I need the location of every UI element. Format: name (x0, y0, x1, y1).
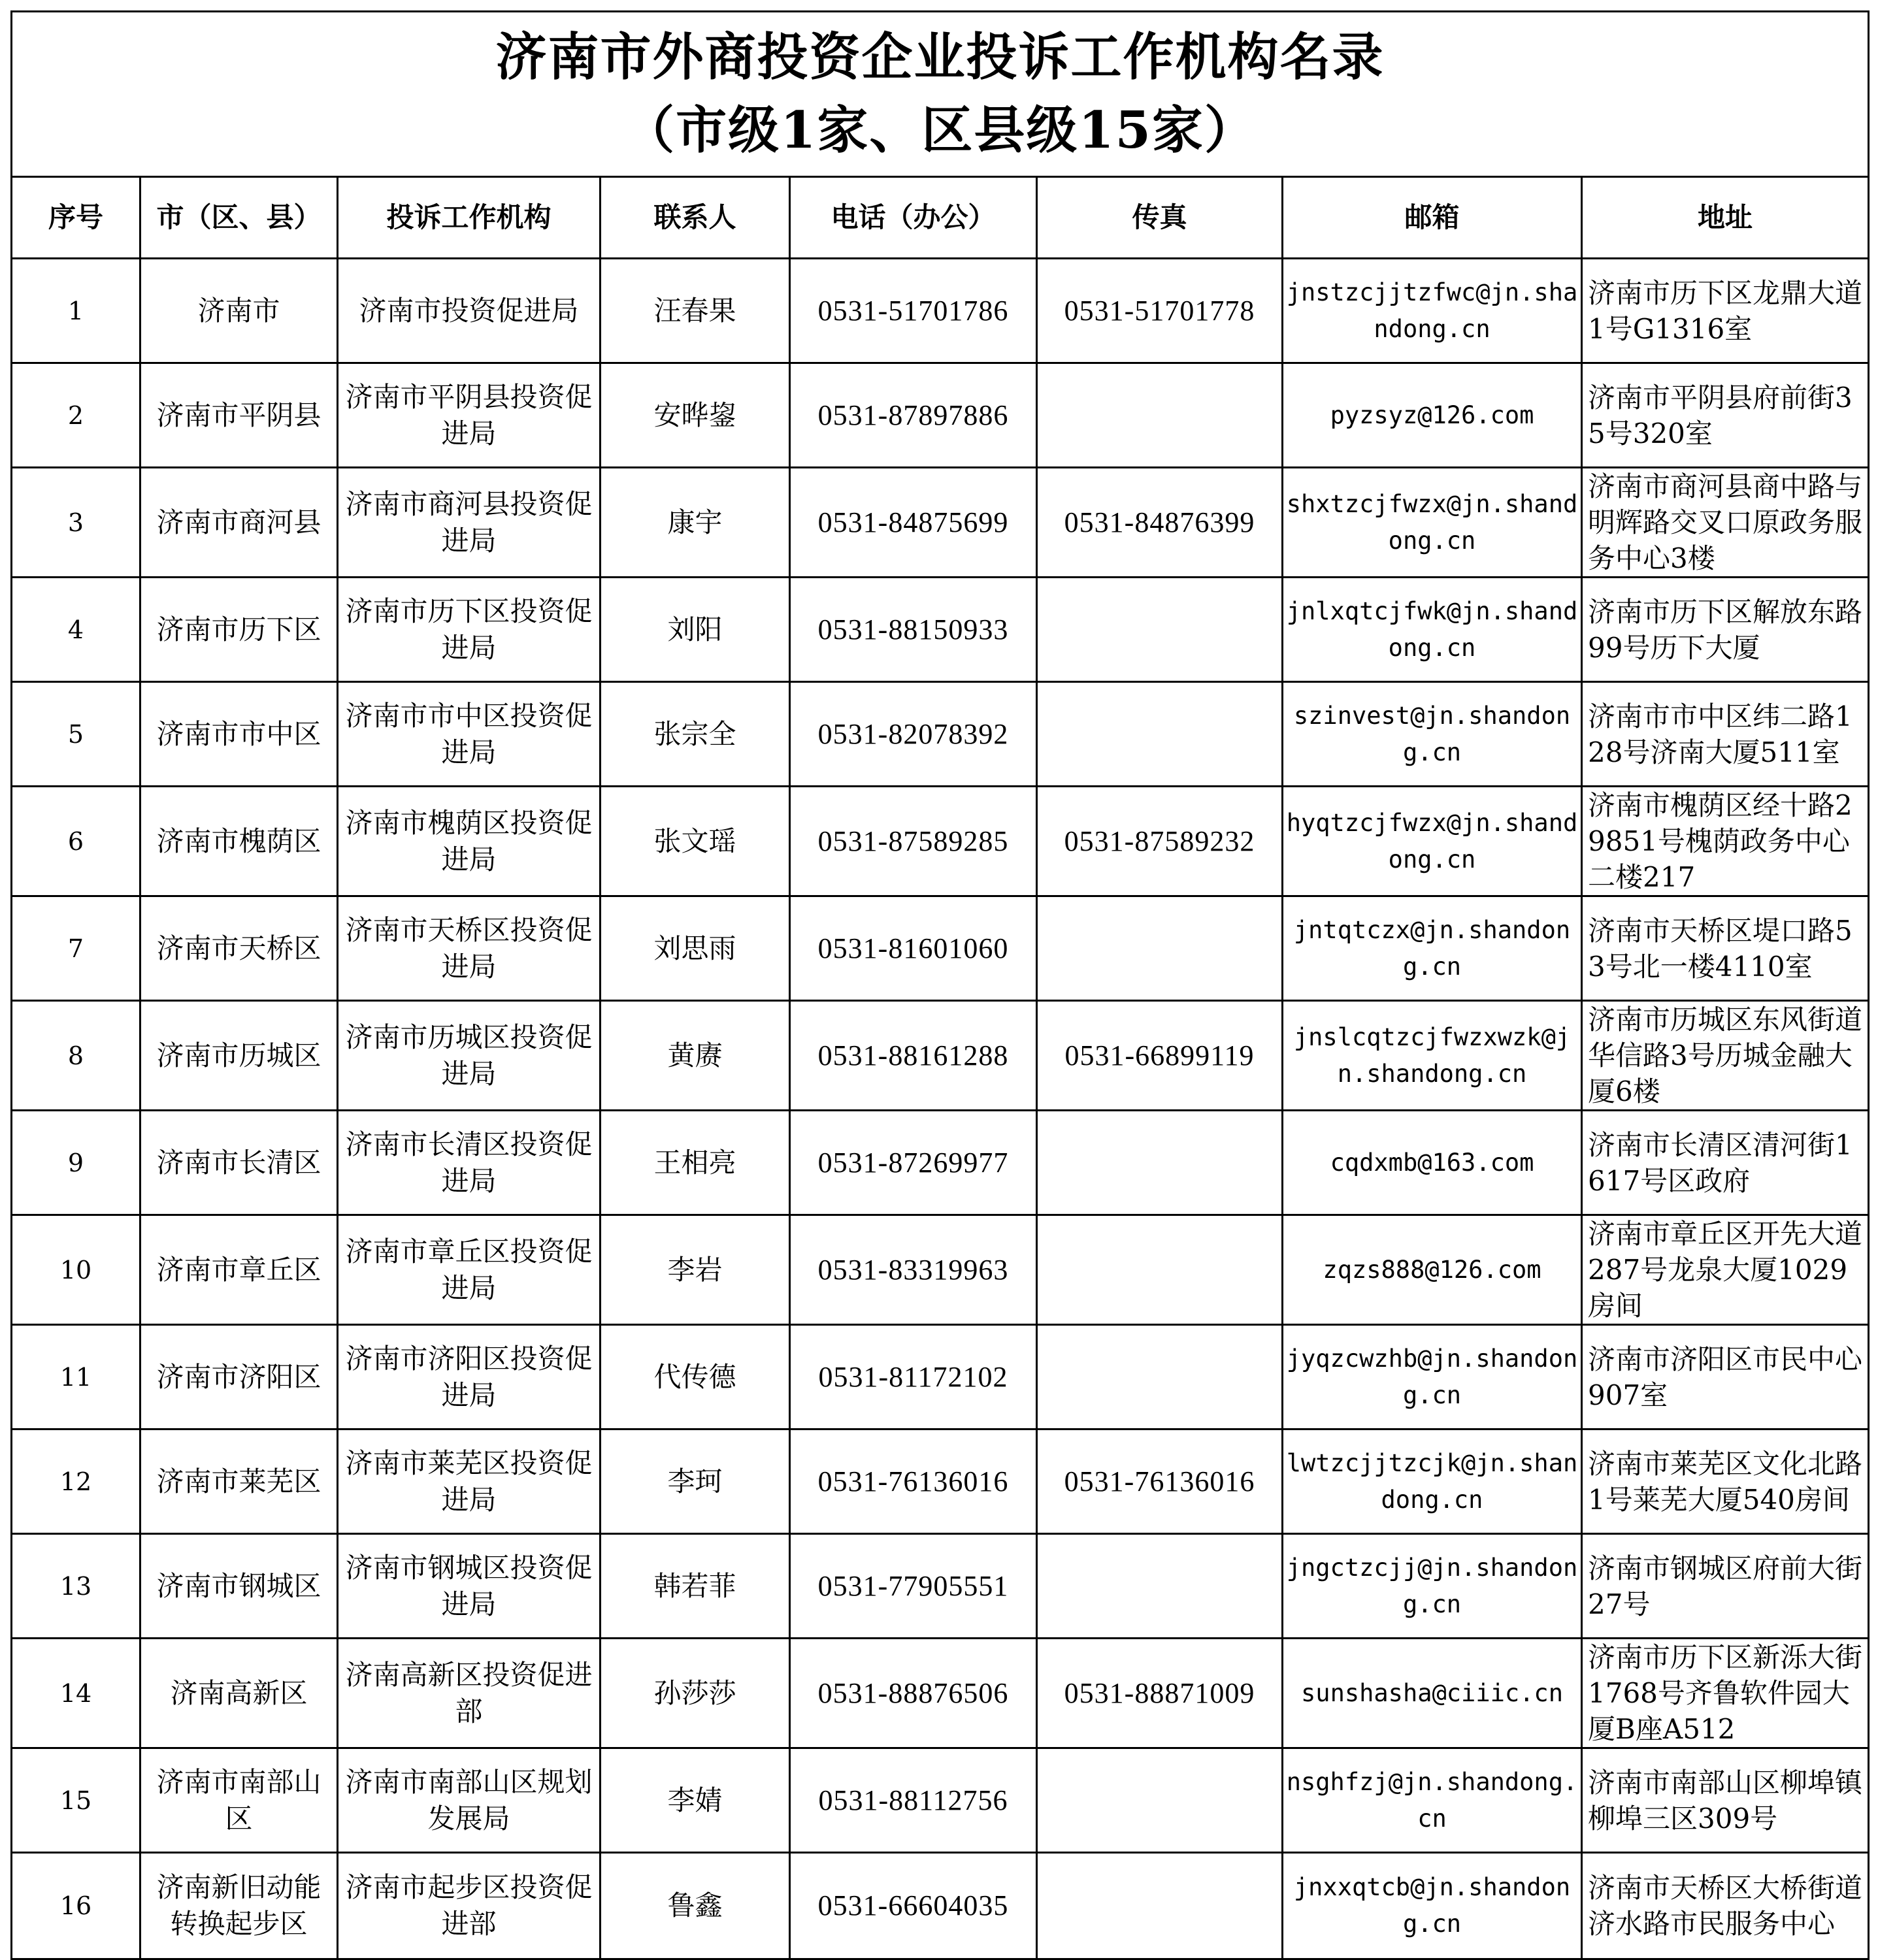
cell-agency: 济南市起步区投资促进部 (338, 1853, 601, 1959)
cell-agency: 济南市历下区投资促进局 (338, 578, 601, 682)
cell-fax (1037, 1534, 1283, 1639)
cell-email: zqzs888@126.com (1283, 1215, 1582, 1325)
header-index: 序号 (12, 177, 140, 259)
cell-phone: 0531-51701786 (790, 259, 1037, 363)
title-line-2: （市级1家、区县级15家） (623, 101, 1257, 160)
cell-fax: 0531-84876399 (1037, 468, 1283, 578)
cell-address: 济南市章丘区开先大道287号龙泉大厦1029房间 (1582, 1215, 1869, 1325)
cell-email: jntqtczx@jn.shandong.cn (1283, 896, 1582, 1001)
cell-agency: 济南市天桥区投资促进局 (338, 896, 601, 1001)
cell-phone: 0531-77905551 (790, 1534, 1037, 1639)
cell-fax (1037, 578, 1283, 682)
cell-address: 济南市天桥区堤口路53号北一楼4110室 (1582, 896, 1869, 1001)
header-city: 市（区、县） (140, 177, 338, 259)
cell-city: 济南市商河县 (140, 468, 338, 578)
cell-index: 3 (12, 468, 140, 578)
cell-index: 10 (12, 1215, 140, 1325)
cell-email: jnlxqtcjfwk@jn.shandong.cn (1283, 578, 1582, 682)
cell-contact: 张宗全 (601, 682, 790, 787)
table-row (12, 363, 1869, 468)
cell-address: 济南市市中区纬二路128号济南大厦511室 (1582, 682, 1869, 787)
cell-email: shxtzcjfwzx@jn.shandong.cn (1283, 468, 1582, 578)
table-row (12, 1748, 1869, 1853)
header-fax: 传真 (1037, 177, 1283, 259)
cell-phone: 0531-82078392 (790, 682, 1037, 787)
cell-address: 济南市钢城区府前大街27号 (1582, 1534, 1869, 1639)
table-row (12, 1534, 1869, 1639)
cell-index: 7 (12, 896, 140, 1001)
cell-phone: 0531-84875699 (790, 468, 1037, 578)
cell-email: lwtzcjjtzcjk@jn.shandong.cn (1283, 1429, 1582, 1534)
cell-index: 14 (12, 1639, 140, 1748)
cell-phone: 0531-81172102 (790, 1325, 1037, 1429)
table-title (12, 12, 1869, 177)
cell-address: 济南市商河县商中路与明辉路交叉口原政务服务中心3楼 (1582, 468, 1869, 578)
cell-address: 济南市平阴县府前街35号320室 (1582, 363, 1869, 468)
cell-email: jnxxqtcb@jn.shandong.cn (1283, 1853, 1582, 1959)
table-row (12, 1001, 1869, 1111)
header-agency: 投诉工作机构 (338, 177, 601, 259)
cell-address: 济南市槐荫区经十路29851号槐荫政务中心二楼217 (1582, 787, 1869, 896)
cell-phone: 0531-81601060 (790, 896, 1037, 1001)
cell-email: nsghfzj@jn.shandong.cn (1283, 1748, 1582, 1853)
cell-phone: 0531-88112756 (790, 1748, 1037, 1853)
table-row (12, 1111, 1869, 1215)
table-row (12, 259, 1869, 363)
cell-city: 济南市长清区 (140, 1111, 338, 1215)
title-line-1: 济南市外商投资企业投诉工作机构名录 (495, 27, 1385, 87)
cell-email: pyzsyz@126.com (1283, 363, 1582, 468)
cell-phone: 0531-87897886 (790, 363, 1037, 468)
cell-email: jnstzcjjtzfwc@jn.shandong.cn (1283, 259, 1582, 363)
cell-fax: 0531-51701778 (1037, 259, 1283, 363)
cell-fax (1037, 682, 1283, 787)
cell-agency: 济南市市中区投资促进局 (338, 682, 601, 787)
cell-phone: 0531-88161288 (790, 1001, 1037, 1111)
table-body (12, 259, 1869, 1959)
cell-city: 济南市平阴县 (140, 363, 338, 468)
cell-email: sunshasha@ciiic.cn (1283, 1639, 1582, 1748)
cell-contact: 安晔鋆 (601, 363, 790, 468)
cell-agency: 济南市章丘区投资促进局 (338, 1215, 601, 1325)
cell-phone: 0531-87589285 (790, 787, 1037, 896)
cell-contact: 鲁鑫 (601, 1853, 790, 1959)
cell-contact: 李珂 (601, 1429, 790, 1534)
cell-agency: 济南市济阳区投资促进局 (338, 1325, 601, 1429)
cell-address: 济南市历下区龙鼎大道1号G1316室 (1582, 259, 1869, 363)
table-row (12, 1215, 1869, 1325)
cell-email: jnslcqtzcjfwzxwzk@jn.shandong.cn (1283, 1001, 1582, 1111)
cell-index: 9 (12, 1111, 140, 1215)
cell-contact: 刘思雨 (601, 896, 790, 1001)
header-email: 邮箱 (1283, 177, 1582, 259)
cell-phone: 0531-88876506 (790, 1639, 1037, 1748)
cell-phone: 0531-88150933 (790, 578, 1037, 682)
table-row (12, 896, 1869, 1001)
cell-index: 15 (12, 1748, 140, 1853)
cell-fax: 0531-76136016 (1037, 1429, 1283, 1534)
cell-contact: 孙莎莎 (601, 1639, 790, 1748)
table-row (12, 468, 1869, 578)
table-row (12, 1639, 1869, 1748)
cell-city: 济南市钢城区 (140, 1534, 338, 1639)
cell-fax (1037, 896, 1283, 1001)
cell-city: 济南新旧动能转换起步区 (140, 1853, 338, 1959)
cell-city: 济南市 (140, 259, 338, 363)
cell-fax: 0531-87589232 (1037, 787, 1283, 896)
cell-index: 11 (12, 1325, 140, 1429)
cell-agency: 济南市投资促进局 (338, 259, 601, 363)
title-row (12, 12, 1869, 177)
cell-email: jyqzcwzhb@jn.shandong.cn (1283, 1325, 1582, 1429)
cell-phone: 0531-83319963 (790, 1215, 1037, 1325)
cell-phone: 0531-76136016 (790, 1429, 1037, 1534)
cell-agency: 济南市平阴县投资促进局 (338, 363, 601, 468)
cell-fax: 0531-88871009 (1037, 1639, 1283, 1748)
cell-city: 济南市莱芜区 (140, 1429, 338, 1534)
cell-city: 济南市南部山区 (140, 1748, 338, 1853)
cell-city: 济南市历城区 (140, 1001, 338, 1111)
cell-contact: 李岩 (601, 1215, 790, 1325)
cell-agency: 济南市历城区投资促进局 (338, 1001, 601, 1111)
cell-phone: 0531-87269977 (790, 1111, 1037, 1215)
cell-index: 6 (12, 787, 140, 896)
table-row (12, 1429, 1869, 1534)
header-phone: 电话（办公） (790, 177, 1037, 259)
cell-fax (1037, 1853, 1283, 1959)
cell-address: 济南市南部山区柳埠镇柳埠三区309号 (1582, 1748, 1869, 1853)
cell-address: 济南市历下区新泺大街1768号齐鲁软件园大厦B座A512 (1582, 1639, 1869, 1748)
cell-city: 济南市章丘区 (140, 1215, 338, 1325)
cell-city: 济南高新区 (140, 1639, 338, 1748)
cell-agency: 济南市槐荫区投资促进局 (338, 787, 601, 896)
cell-contact: 李婧 (601, 1748, 790, 1853)
cell-fax: 0531-66899119 (1037, 1001, 1283, 1111)
cell-address: 济南市历下区解放东路99号历下大厦 (1582, 578, 1869, 682)
table-row (12, 1853, 1869, 1959)
cell-agency: 济南市长清区投资促进局 (338, 1111, 601, 1215)
cell-email: cqdxmb@163.com (1283, 1111, 1582, 1215)
cell-city: 济南市槐荫区 (140, 787, 338, 896)
cell-index: 13 (12, 1534, 140, 1639)
table-row (12, 1325, 1869, 1429)
header-address: 地址 (1582, 177, 1869, 259)
cell-city: 济南市市中区 (140, 682, 338, 787)
cell-index: 5 (12, 682, 140, 787)
cell-email: jngctzcjj@jn.shandong.cn (1283, 1534, 1582, 1639)
cell-fax (1037, 1325, 1283, 1429)
cell-agency: 济南市钢城区投资促进局 (338, 1534, 601, 1639)
cell-agency: 济南高新区投资促进部 (338, 1639, 601, 1748)
cell-contact: 王相亮 (601, 1111, 790, 1215)
cell-fax (1037, 1111, 1283, 1215)
table-row (12, 787, 1869, 896)
table-row (12, 682, 1869, 787)
cell-index: 2 (12, 363, 140, 468)
cell-fax (1037, 363, 1283, 468)
cell-fax (1037, 1215, 1283, 1325)
cell-contact: 刘阳 (601, 578, 790, 682)
cell-index: 16 (12, 1853, 140, 1959)
cell-address: 济南市长清区清河街1617号区政府 (1582, 1111, 1869, 1215)
cell-contact: 张文瑶 (601, 787, 790, 896)
cell-index: 4 (12, 578, 140, 682)
cell-address: 济南市济阳区市民中心907室 (1582, 1325, 1869, 1429)
cell-email: szinvest@jn.shandong.cn (1283, 682, 1582, 787)
cell-contact: 康宇 (601, 468, 790, 578)
cell-agency: 济南市南部山区规划发展局 (338, 1748, 601, 1853)
agency-directory-table (10, 10, 1870, 1960)
cell-agency: 济南市商河县投资促进局 (338, 468, 601, 578)
cell-contact: 韩若菲 (601, 1534, 790, 1639)
table-row (12, 578, 1869, 682)
cell-city: 济南市天桥区 (140, 896, 338, 1001)
cell-contact: 黄赓 (601, 1001, 790, 1111)
cell-index: 1 (12, 259, 140, 363)
cell-address: 济南市莱芜区文化北路1号莱芜大厦540房间 (1582, 1429, 1869, 1534)
cell-email: hyqtzcjfwzx@jn.shandong.cn (1283, 787, 1582, 896)
cell-contact: 汪春果 (601, 259, 790, 363)
header-contact: 联系人 (601, 177, 790, 259)
cell-fax (1037, 1748, 1283, 1853)
cell-index: 12 (12, 1429, 140, 1534)
header-row (12, 177, 1869, 259)
cell-phone: 0531-66604035 (790, 1853, 1037, 1959)
cell-address: 济南市天桥区大桥街道济水路市民服务中心 (1582, 1853, 1869, 1959)
cell-agency: 济南市莱芜区投资促进局 (338, 1429, 601, 1534)
cell-city: 济南市济阳区 (140, 1325, 338, 1429)
cell-index: 8 (12, 1001, 140, 1111)
cell-city: 济南市历下区 (140, 578, 338, 682)
cell-contact: 代传德 (601, 1325, 790, 1429)
cell-address: 济南市历城区东风街道华信路3号历城金融大厦6楼 (1582, 1001, 1869, 1111)
